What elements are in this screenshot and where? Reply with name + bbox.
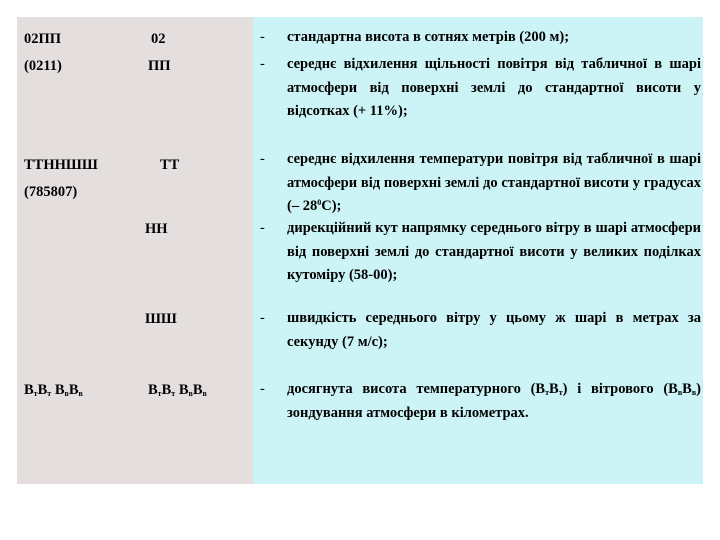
code-02pp: 02ПП: [24, 31, 62, 47]
code-table: [17, 17, 703, 484]
code-shsh: ШШ: [145, 311, 177, 327]
bullet-dash: -: [260, 29, 265, 45]
bullet-dash: -: [260, 151, 265, 167]
description-column: [253, 17, 703, 484]
description-item-5: - швидкість середнього вітру у цьому ж шарі в метрах за секунду (7 м/с);: [287, 307, 701, 354]
code-ttnnshsh: ТТННШШ: [24, 157, 98, 173]
code-785807: (785807): [24, 184, 78, 200]
code-pp: ПП: [148, 58, 171, 74]
code-vtvt-vvvv-decoded: $В_тВ_т$ $В_вВ_в$: [148, 382, 207, 398]
description-item-3: - середнє відхилення температури повітря від табличної в шарі атмосфери від поверхні землі до стандартної висоти у градусах (– $28^0С$);: [287, 148, 701, 219]
description-item-1: - стандартна висота в сотнях метрів (200 м);: [287, 26, 701, 50]
code-vtvt-vvvv: $В_тВ_т$ $В_вВ_в$: [24, 382, 83, 398]
bullet-dash: -: [260, 310, 265, 326]
bullet-dash: -: [260, 381, 265, 397]
code-tt: ТТ: [160, 157, 180, 173]
code-nn: НН: [145, 221, 168, 237]
bullet-dash: -: [260, 56, 265, 72]
bullet-dash: -: [260, 220, 265, 236]
code-0211: (0211): [24, 58, 62, 74]
code-02: 02: [151, 31, 166, 47]
code-column: [17, 17, 253, 484]
description-item-2: - середнє відхилення щільності повітря від табличної в шарі атмосфери від поверхні землі до стандартної висоти у відсотках (+ 11%);: [287, 53, 701, 124]
description-item-4: - дирекційний кут напрямку середнього вітру в шарі атмосфери від поверхні землі до стандартної висоти у великих поділках кутоміру (58-00);: [287, 217, 701, 288]
description-item-6: - досягнута висота температурного $(В_тВ_т)$ і вітрового $(В_вВ_в)$ зондування атмосфери в кілометрах.: [287, 378, 701, 425]
